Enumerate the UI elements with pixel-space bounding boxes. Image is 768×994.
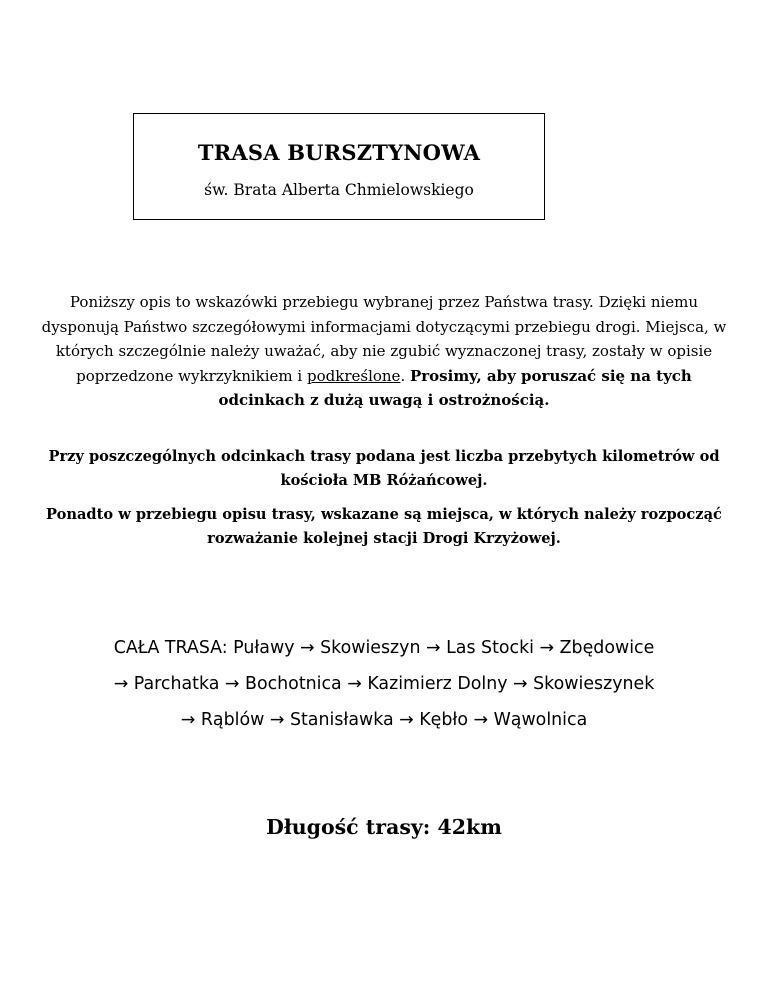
title-box	[133, 113, 545, 220]
route-description	[40, 630, 728, 738]
document-subtitle: św. Brata Alberta Chmielowskiego	[204, 181, 474, 199]
route-line: → Parchatka → Bochotnica → Kazimierz Dolny → Skowieszynek	[113, 674, 655, 694]
document-title: TRASA BURSZTYNOWA	[197, 140, 481, 165]
intro-text: Poniższy opis to wskazówki przebiegu wybranej przez Państwa trasy. Dzięki niemu dysponują Państwo szczegółowymi informacjami dotyczącymi przebiegu drogi. Miejsca, w których szczególnie należy uważać, aby nie zgubić wyznaczonej trasy, zostały w opisie poprzedzone wykrzyknikiem i	[41, 293, 727, 385]
kilometers-note: Przy poszczególnych odcinkach trasy podana jest liczba przebytych kilometrów od kościoła MB Różańcowej.	[48, 448, 720, 489]
intro-underlined-word: podkreślone	[307, 366, 401, 385]
intro-paragraph	[40, 290, 728, 413]
route-length: Długość trasy: 42km	[266, 815, 502, 839]
intro-warning: Prosimy, aby poruszać się na tych odcinkach z dużą uwagą i ostrożnością.	[218, 366, 692, 409]
stations-note: Ponadto w przebiegu opisu trasy, wskazane są miejsca, w których należy rozpocząć rozważanie kolejnej stacji Drogi Krzyżowej.	[46, 506, 722, 547]
route-line: CAŁA TRASA: Puławy → Skowieszyn → Las Stocki → Zbędowice	[113, 638, 655, 658]
route-line: → Rąblów → Stanisławka → Kębło → Wąwolnica	[180, 710, 588, 730]
intro-separator: .	[400, 366, 410, 385]
